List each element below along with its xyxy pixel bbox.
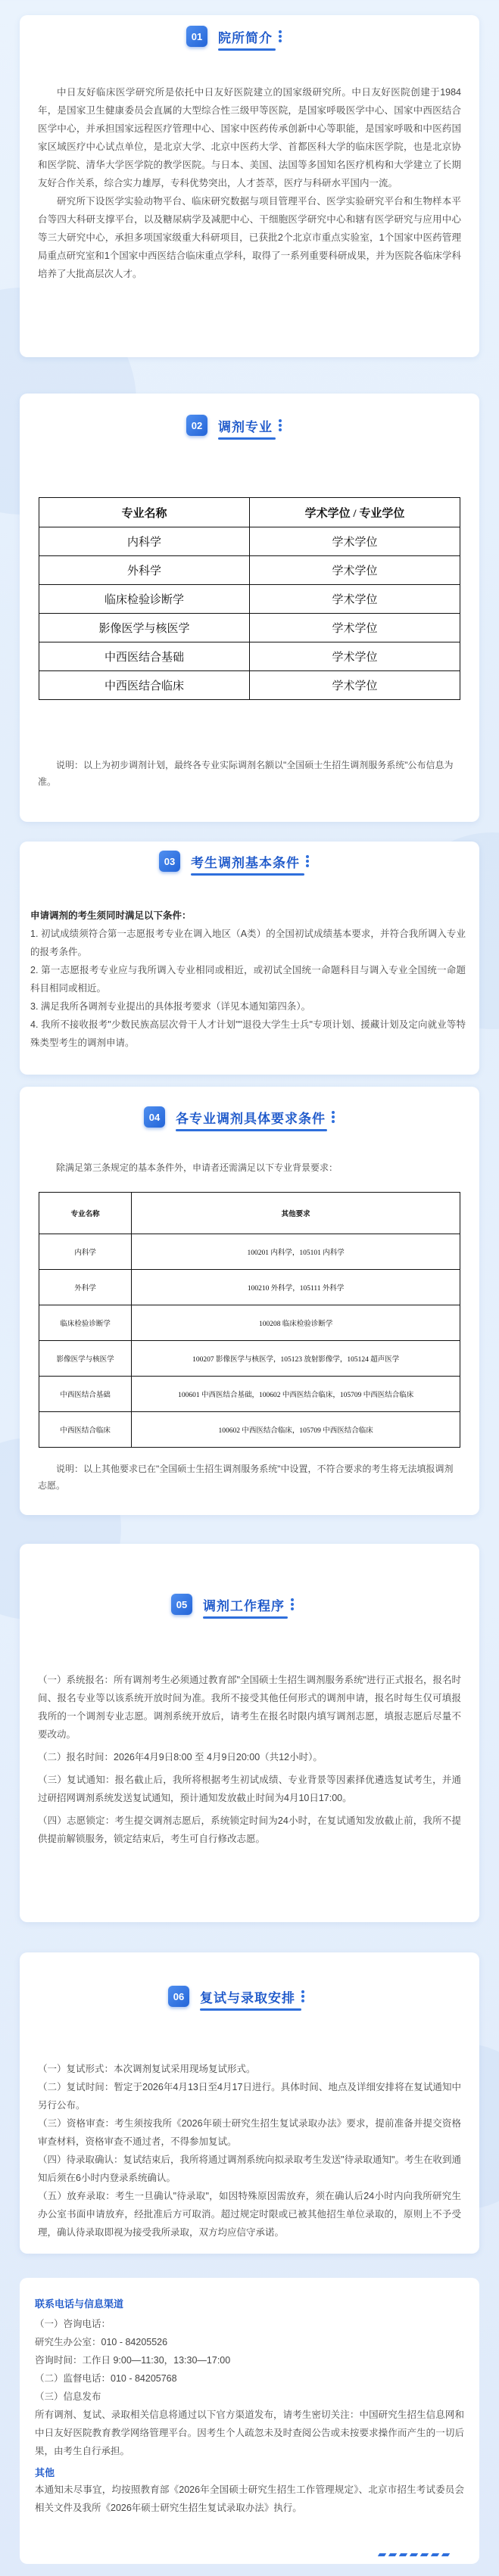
table-cell: 100210 外科学，105111 外科学	[132, 1270, 460, 1305]
table-cell: 学术学位	[250, 585, 460, 614]
procedure-item: （四）志愿锁定：考生提交调剂志愿后，系统锁定时间为24小时，在复试通知发放截止前，我所不提供提前解锁服务，锁定结束后，考生可自行修改志愿。	[38, 1815, 461, 1844]
conditions-item: 4. 我所不接收报考"少数民族高层次骨干人才计划""退役大学生士兵"专项计划、援藏计划及定向就业等特殊类型考生的调剂申请。	[30, 1019, 466, 1048]
table-row	[39, 585, 460, 614]
title-underline	[218, 437, 276, 440]
requirements-table	[39, 1192, 460, 1448]
table-cell: 影像医学与核医学	[39, 614, 250, 642]
requirements-intro: 除满足第三条规定的基本条件外，申请者还需满足以下专业背景要求：	[56, 1162, 338, 1173]
admission-item: （五）放弃录取：考生一旦确认"待录取"，如因特殊原因需放弃，须在确认后24小时内向我所研究生办公室书面申请放弃，经批准后方可取消。超过规定时限或已被其他招生单位录取的，原则上不予受理，确认待录取即视为接受我所录取，双方均应信守承诺。	[38, 2191, 461, 2238]
table-header-row	[39, 1193, 460, 1234]
table-cell: 学术学位	[250, 556, 460, 585]
dots-icon	[306, 855, 309, 867]
section-number: 03	[159, 851, 180, 872]
procedure-item: （三）复试通知：报名截止后，我所将根据考生初试成绩、专业背景等因素择优遴选复试考生，并通过研招网调剂系统发送复试通知，预计通知发放截止时间为4月10日17:00。	[38, 1775, 461, 1803]
table-cell: 100208 临床检验诊断学	[132, 1305, 460, 1341]
conditions-lead: 申请调剂的考生须同时满足以下条件：	[30, 910, 192, 921]
table-row	[39, 527, 460, 556]
table-row	[39, 1270, 460, 1305]
table-cell: 临床检验诊断学	[39, 1305, 132, 1341]
intro-paragraph: 研究所下设医学实验动物平台、临床研究数据与项目管理平台、医学实验研究平台和生物样本平台等四大科研支撑平台，以及糖尿病学及减肥中心、干细胞医学研究中心和辖有医学研究与应用中心等三大研究中心，承担多项国家级重大科研项目，已获批2个北京市重点实验室，1个国家中医药管理局重点研究室和1个国家中西医结合临床重点学科，取得了一系列重要科研成果，并为医院各临床学科培养了大批高层次人才。	[38, 196, 461, 279]
table-header-cell: 学术学位 / 专业学位	[250, 498, 460, 527]
contact-card	[20, 2278, 479, 2564]
decor-stripes-icon	[379, 2553, 449, 2556]
section-title: 院所简介	[218, 30, 273, 45]
table-cell: 中西医结合基础	[39, 642, 250, 671]
title-underline	[218, 48, 276, 51]
section-header-conditions	[0, 846, 499, 876]
table-cell: 学术学位	[250, 614, 460, 642]
majors-table	[39, 497, 460, 700]
dots-icon	[279, 419, 282, 431]
section-title: 调剂专业	[218, 419, 273, 434]
contact-title: 联系电话与信息渠道	[35, 2298, 124, 2310]
conditions-item: 3. 满足我所各调剂专业提出的具体报考要求（详见本通知第四条）。	[30, 1001, 311, 1012]
procedure-item: （二）报名时间：2026年4月9日8:00 至 4月9日20:00（共12小时）。	[38, 1752, 323, 1762]
table-header-cell: 专业名称	[39, 498, 250, 527]
section-title: 调剂工作程序	[203, 1598, 285, 1613]
table-cell: 100602 中西医结合临床，105709 中西医结合临床	[132, 1412, 460, 1448]
conditions-item: 1. 初试成绩须符合第一志愿报考专业在调入地区（A类）的全国初试成绩基本要求，并符合我所调入专业的报考条件。	[30, 929, 466, 957]
contact-line: （二）监督电话：010 - 84205768	[35, 2373, 177, 2384]
contact-content	[35, 2296, 464, 2517]
table-cell: 中西医结合基础	[39, 1377, 132, 1412]
section-title: 各专业调剂具体要求条件	[176, 1111, 326, 1126]
table-header-cell: 专业名称	[39, 1193, 132, 1234]
majors-note: 说明：以上为初步调剂计划，最终各专业实际调剂名额以"全国硕士生招生调剂服务系统"公布信息为准。	[38, 760, 454, 787]
dots-icon	[301, 1990, 304, 2002]
title-underline	[200, 2008, 301, 2011]
table-row	[39, 1412, 460, 1448]
table-cell: 临床检验诊断学	[39, 585, 250, 614]
table-row	[39, 1234, 460, 1270]
table-header-row	[39, 498, 460, 527]
dots-icon	[332, 1111, 335, 1123]
table-row	[39, 1341, 460, 1377]
section-number: 04	[144, 1106, 165, 1128]
title-underline	[176, 1129, 327, 1131]
admission-text	[38, 2060, 461, 2242]
table-row	[39, 671, 460, 700]
section-header-admission	[0, 1981, 499, 2011]
title-underline	[191, 873, 304, 876]
other-title: 其他	[35, 2467, 55, 2478]
contact-line: 研究生办公室：010 - 84205526	[35, 2337, 168, 2347]
table-cell: 内科学	[39, 527, 250, 556]
table-cell: 学术学位	[250, 671, 460, 700]
section-title: 复试与录取安排	[200, 1990, 295, 2005]
table-cell: 外科学	[39, 1270, 132, 1305]
section-title: 考生调剂基本条件	[191, 855, 300, 870]
table-row	[39, 614, 460, 642]
conditions-text	[30, 907, 466, 1052]
section-number: 01	[186, 26, 207, 47]
table-cell: 外科学	[39, 556, 250, 585]
table-row	[39, 1377, 460, 1412]
section-header-majors	[0, 410, 499, 440]
section-number: 06	[168, 1986, 189, 2007]
admission-item: （二）复试时间：暂定于2026年4月13日至4月17日进行。具体时间、地点及详细安排将在复试通知中另行公布。	[38, 2082, 461, 2111]
admission-item: （三）资格审查：考生须按我所《2026年硕士研究生招生复试录取办法》要求，提前准备并提交资格审查材料，资格审查不通过者，不得参加复试。	[38, 2118, 461, 2147]
table-row	[39, 642, 460, 671]
table-cell: 影像医学与核医学	[39, 1341, 132, 1377]
dots-icon	[279, 30, 282, 42]
table-cell: 中西医结合临床	[39, 1412, 132, 1448]
table-cell: 内科学	[39, 1234, 132, 1270]
admission-item: （一）复试形式：本次调剂复试采用现场复试形式。	[38, 2064, 256, 2074]
table-row	[39, 556, 460, 585]
contact-line: （一）咨询电话：	[35, 2319, 111, 2329]
contact-line: 咨询时间：工作日 9:00—11:30，13:30—17:00	[35, 2355, 231, 2366]
table-cell: 学术学位	[250, 527, 460, 556]
section-header-procedure	[0, 1589, 499, 1619]
title-underline	[203, 1616, 288, 1619]
procedure-item: （一）系统报名：所有调剂考生必须通过教育部"全国硕士生招生调剂服务系统"进行正式报名，报名时间、报名专业等以该系统开放时间为准。我所不接受其他任何形式的调剂申请，报名时每生仅可填报我所的一个调剂专业志愿。调剂系统开放后，请考生在报名时限内填写调剂志愿，填报志愿后尽量不要改动。	[38, 1675, 461, 1740]
table-cell: 学术学位	[250, 642, 460, 671]
conditions-item: 2. 第一志愿报考专业应与我所调入专业相同或相近，或初试全国统一命题科目与调入专业全国统一命题科目相同或相近。	[30, 965, 466, 994]
table-header-cell: 其他要求	[132, 1193, 460, 1234]
other-text: 本通知未尽事宜，均按照教育部《2026年全国硕士研究生招生工作管理规定》、北京市招生考试委员会相关文件及我所《2026年硕士研究生招生复试录取办法》执行。	[35, 2484, 464, 2513]
section-header-intro	[0, 21, 499, 51]
section-number: 05	[171, 1594, 192, 1615]
admission-item: （四）待录取确认：复试结束后，我所将通过调剂系统向拟录取考生发送"待录取通知"。考生在收到通知后须在6小时内登录系统确认。	[38, 2154, 461, 2183]
table-cell: 100207 影像医学与核医学，105123 放射影像学，105124 超声医学	[132, 1341, 460, 1377]
contact-line: 所有调剂、复试、录取相关信息将通过以下官方渠道发布，请考生密切关注：中国研究生招生信息网和中日友好医院教育教学网络管理平台。因考生个人疏忽未及时查阅公告或未按要求操作而产生的一切后果，由考生自行承担。	[35, 2410, 464, 2456]
table-cell: 中西医结合临床	[39, 671, 250, 700]
requirements-note: 说明：以上其他要求已在"全国硕士生招生调剂服务系统"中设置，不符合要求的考生将无法填报调剂志愿。	[38, 1464, 454, 1491]
table-row	[39, 1305, 460, 1341]
procedure-text	[38, 1671, 461, 1848]
section-number: 02	[186, 415, 207, 436]
intro-text	[38, 83, 461, 283]
intro-paragraph: 中日友好临床医学研究所是依托中日友好医院建立的国家级研究所。中日友好医院创建于1984年，是国家卫生健康委员会直属的大型综合性三级甲等医院，是国家呼吸医学中心、国家中西医结合医学中心，并承担国家远程医疗管理中心、国家中医药传承创新中心等职能，是国家呼吸和中医药国家区域医疗中心试点单位，是北京大学、北京中医药大学、首都医科大学的临床医学院，也是北京协和医学院、清华大学医学院的教学医院。与日本、美国、法国等多国知名医疗机构和大学建立了长期友好合作关系，综合实力雄厚，专科优势突出，人才荟萃，医疗与科研水平国内一流。	[38, 87, 461, 188]
contact-line: （三）信息发布	[35, 2391, 101, 2402]
table-cell: 100601 中西医结合基础，100602 中西医结合临床，105709 中西医结合临床	[132, 1377, 460, 1412]
table-cell: 100201 内科学，105101 内科学	[132, 1234, 460, 1270]
section-header-requirements	[0, 1102, 499, 1132]
dots-icon	[291, 1598, 294, 1610]
